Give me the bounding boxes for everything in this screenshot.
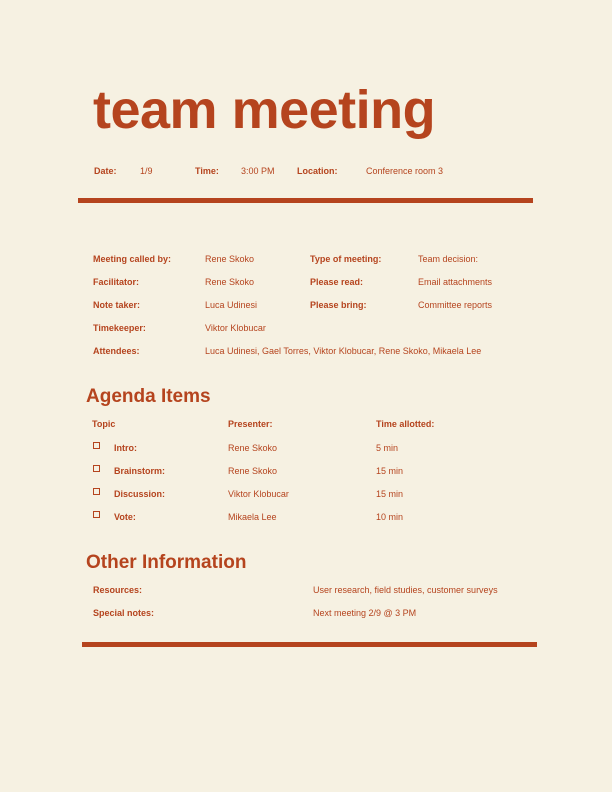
please-bring-label: Please bring: [310,300,367,310]
agenda-checkbox[interactable] [93,511,100,518]
agenda-presenter: Mikaela Lee [228,512,277,522]
location-value: Conference room 3 [366,166,444,176]
time-label: Time: [195,166,219,176]
agenda-presenter: Rene Skoko [228,466,278,476]
time-value: 3:00 PM [241,166,275,176]
special-notes-value: Next meeting 2/9 @ 3 PM [313,608,417,618]
note-taker-label: Note taker: [93,300,141,310]
meeting-type-label: Type of meeting: [310,254,382,264]
agenda-time: 15 min [376,489,404,499]
agenda-topic: Vote: [114,512,136,522]
agenda-checkbox[interactable] [93,442,100,449]
agenda-time: 10 min [376,512,404,522]
agenda-time: 5 min [376,443,399,453]
agenda-checkbox[interactable] [93,465,100,472]
meeting-type-value: Team decision: [418,254,479,264]
attendees-value: Luca Udinesi, Gael Torres, Viktor Klobucar, Rene Skoko, Mikaela Lee [205,346,482,356]
other-info-heading: Other Information [86,552,247,573]
date-label: Date: [94,166,117,176]
page-title: team meeting [93,80,436,140]
bottom-divider [82,642,537,647]
location-label: Location: [297,166,338,176]
called-by-value: Rene Skoko [205,254,255,264]
top-divider [78,198,533,203]
agenda-presenter: Viktor Klobucar [228,489,289,499]
agenda-topic: Intro: [114,443,137,453]
resources-label: Resources: [93,585,143,595]
timekeeper-value: Viktor Klobucar [205,323,266,333]
please-bring-value: Committee reports [418,300,493,310]
agenda-topic: Brainstorm: [114,466,166,476]
facilitator-value: Rene Skoko [205,277,255,287]
agenda-col-topic: Topic [92,419,116,429]
agenda-heading: Agenda Items [86,386,211,407]
please-read-value: Email attachments [418,277,493,287]
facilitator-label: Facilitator: [93,277,140,287]
agenda-presenter: Rene Skoko [228,443,278,453]
agenda-checkbox[interactable] [93,488,100,495]
date-value: 1/9 [140,166,153,176]
attendees-label: Attendees: [93,346,140,356]
agenda-col-presenter: Presenter: [228,419,273,429]
special-notes-label: Special notes: [93,608,155,618]
agenda-topic: Discussion: [114,489,166,499]
please-read-label: Please read: [310,277,364,287]
agenda-time: 15 min [376,466,404,476]
agenda-col-time: Time allotted: [376,419,435,429]
timekeeper-label: Timekeeper: [93,323,146,333]
called-by-label: Meeting called by: [93,254,172,264]
note-taker-value: Luca Udinesi [205,300,258,310]
resources-value: User research, field studies, customer surveys [313,585,498,595]
